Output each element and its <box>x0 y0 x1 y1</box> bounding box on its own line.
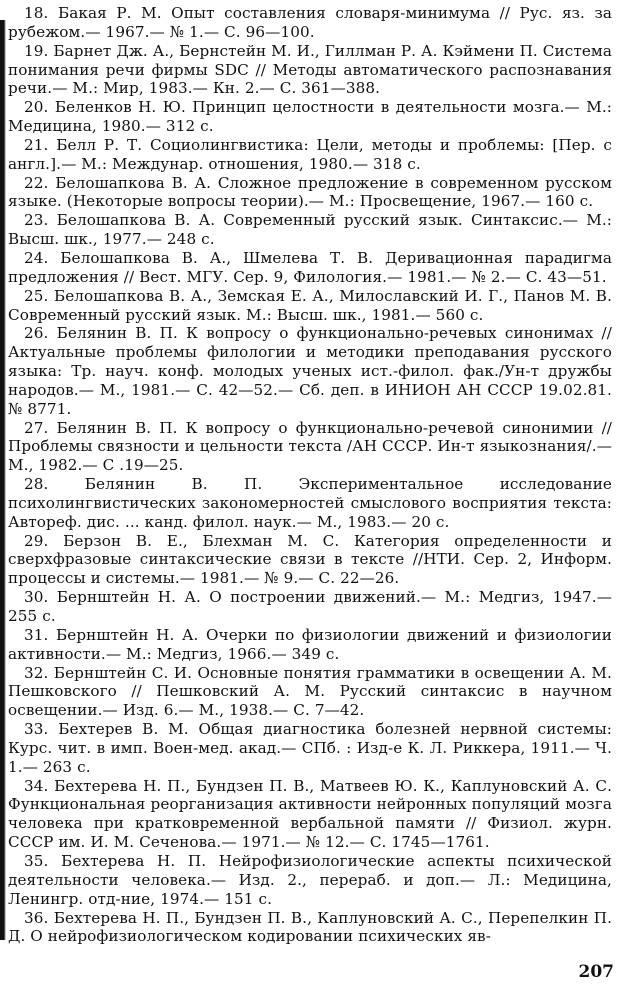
bibliography-entry: 28. Белянин В. П. Экспериментальное исследование психолингвистических закономерностей смыслового восприятия текста: Автореф. дис. ... канд. филол. наук.— М., 1983.— 20 с. <box>8 475 612 531</box>
bibliography-entry: 23. Белошапкова В. А. Современный русский язык. Синтаксис.— М.: Высш. шк., 1977.— 248 с. <box>8 211 612 249</box>
bibliography-entry: 21. Белл Р. Т. Социолингвистика: Цели, методы и проблемы: [Пер. с англ.].— М.: Междунар. отношения, 1980.— 318 с. <box>8 135 612 173</box>
bibliography-entry: 30. Бернштейн Н. А. О построении движений.— М.: Медгиз, 1947.— 255 с. <box>8 588 612 625</box>
bibliography-entry: 31. Бернштейн Н. А. Очерки по физиологии движений и физиологии активности.— М.: Медгиз, 1966.— 349 с. <box>8 625 612 663</box>
bibliography-entry: 35. Бехтерева Н. П. Нейрофизиологические аспекты психической деятельности человека.— Изд. 2., перераб. и доп.— Л.: Медицина, Ленингр. отд-ние, 1974.— 151 с. <box>8 851 612 908</box>
bibliography-entry: 18. Бакая Р. М. Опыт составления словаря-минимума // Рус. яз. за рубежом.— 1967.— № 1.— С. 96—100. <box>8 4 612 41</box>
bibliography-entry: 24. Белошапкова В. А., Шмелева Т. В. Деривационная парадигма предложения // Вест. МГУ. Сер. 9, Филология.— 1981.— № 2.— С. 43—51. <box>8 248 612 286</box>
page-binding-shadow <box>0 20 6 940</box>
bibliography-entry: 25. Белошапкова В. А., Земская Е. А., Милославский И. Г., Панов М. В. Современный русский язык. М.: Высш. шк., 1981.— 560 с. <box>8 286 612 324</box>
bibliography-entry: 36. Бехтерева Н. П., Бундзен П. В., Каплуновский А. С., Перепелкин П. Д. О нейрофизиологическом кодировании психических яв- <box>8 908 612 946</box>
bibliography-entry: 34. Бехтерева Н. П., Бундзен П. В., Матвеев Ю. К., Каплуновский А. С. Функциональная реорганизация активности нейронных популяций мозга человека при кратковременной вербальной памяти // Физиол. журн. СССР им. И. М. Сеченова.— 1971.— № 12.— С. 1745—1761. <box>8 776 612 852</box>
bibliography-entry: 22. Белошапкова В. А. Сложное предложение в современном русском языке. (Некоторые вопросы теории).— М.: Просвещение, 1967.— 160 с. <box>8 173 612 211</box>
page-number: 207 <box>578 962 614 982</box>
bibliography-entry: 19. Барнет Дж. А., Бернстейн М. И., Гиллман Р. А. Кэймени П. Система понимания речи фирмы SDC // Методы автоматического распознавания речи.— М.: Мир, 1983.— Кн. 2.— С. 361—388. <box>8 41 612 98</box>
bibliography-list <box>8 4 612 946</box>
bibliography-entry: 27. Белянин В. П. К вопросу о функционально-речевой синонимии // Проблемы связности и цельности текста /АН СССР. Ин-т языкознания/.— М., 1982.— С .19—25. <box>8 418 612 475</box>
bibliography-entry: 26. Белянин В. П. К вопросу о функционально-речевых синонимах // Актуальные проблемы филологии и методики преподавания русского языка: Тр. науч. конф. молодых ученых ист.-филол. фак./Ун-т дружбы народов.— М., 1981.— С. 42—52.— Сб. деп. в ИНИОН АН СССР 19.02.81. № 8771. <box>8 324 612 418</box>
bibliography-entry: 32. Бернштейн С. И. Основные понятия грамматики в освещении А. М. Пешковского // Пешковский А. М. Русский синтаксис в научном освещении.— Изд. 6.— М., 1938.— С. 7—42. <box>8 663 612 720</box>
bibliography-entry: 33. Бехтерев В. М. Общая диагностика болезней нервной системы: Курс. чит. в имп. Воен-мед. акад.— СПб. : Изд-е К. Л. Риккера, 1911.— Ч. 1.— 263 с. <box>8 720 612 776</box>
bibliography-entry: 29. Берзон В. Е., Блехман М. С. Категория определенности и сверхфразовые синтаксические связи в тексте //НТИ. Сер. 2, Информ. процессы и системы.— 1981.— № 9.— С. 22—26. <box>8 531 612 588</box>
bibliography-entry: 20. Беленков Н. Ю. Принцип целостности в деятельности мозга.— М.: Медицина, 1980.— 312 с. <box>8 98 612 136</box>
